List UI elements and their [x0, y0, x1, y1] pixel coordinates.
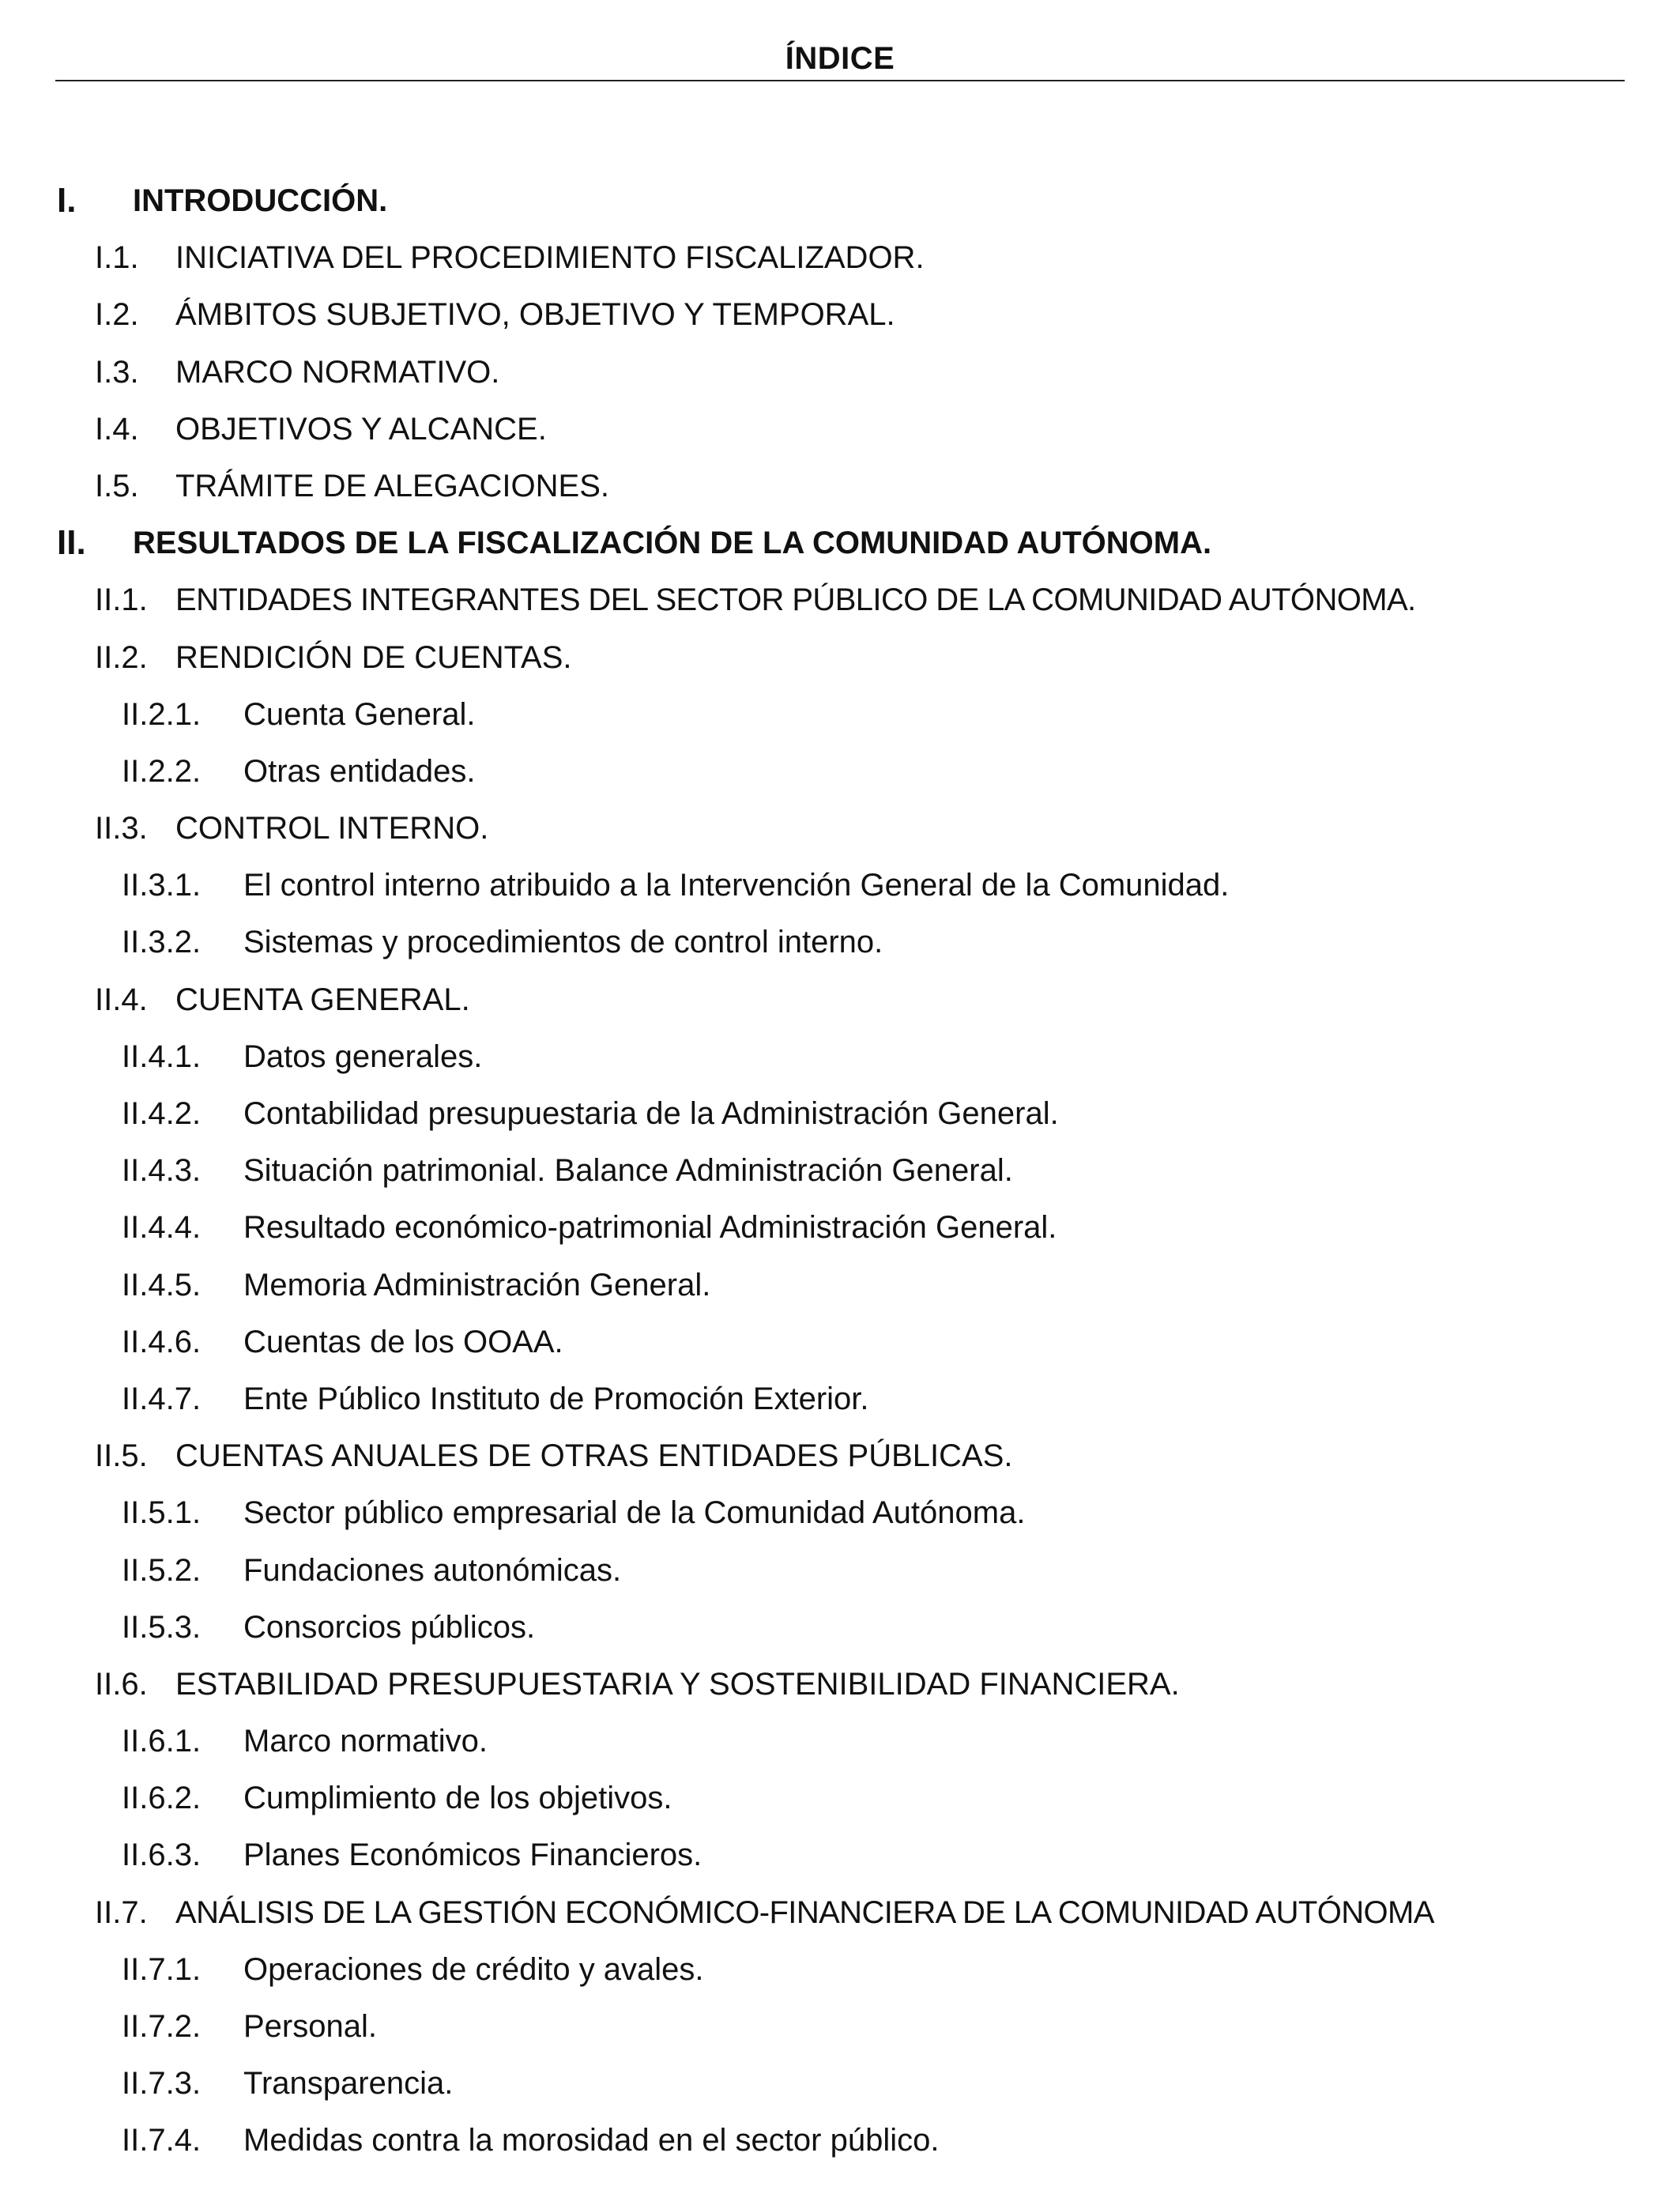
toc-entry-title: Planes Económicos Financieros. [243, 1838, 703, 1873]
toc-entry-number: II.4. [95, 982, 148, 1017]
toc-entry [0, 458, 1680, 515]
toc-entry [0, 401, 1680, 458]
toc-entry-number: II.5.2. [122, 1552, 202, 1588]
toc-entry-title: Resultado económico-patrimonial Administración General. [243, 1210, 1057, 1246]
toc-entry [0, 914, 1680, 971]
toc-entry-title: CUENTA GENERAL. [175, 982, 470, 1017]
toc-entry-title: Situación patrimonial. Balance Administración General. [243, 1153, 1013, 1189]
toc-entry [0, 1257, 1680, 1314]
toc-entry [0, 1713, 1680, 1770]
toc-entry-title: Transparencia. [243, 2066, 454, 2102]
toc-entry-title: ENTIDADES INTEGRANTES DEL SECTOR PÚBLICO DE LA COMUNIDAD AUTÓNOMA. [175, 582, 1416, 618]
toc-entry [0, 1370, 1680, 1427]
toc-entry [0, 1142, 1680, 1199]
toc-entry-number: II.3.2. [122, 925, 202, 960]
toc-entry-title: ÁMBITOS SUBJETIVO, OBJETIVO Y TEMPORAL. [175, 297, 895, 333]
toc-entry [0, 286, 1680, 343]
toc-entry-number: I.5. [95, 468, 139, 503]
toc-entry-title: INTRODUCCIÓN. [133, 183, 388, 218]
toc-entry-title: ANÁLISIS DE LA GESTIÓN ECONÓMICO-FINANCIERA DE LA COMUNIDAD AUTÓNOMA [175, 1894, 1434, 1930]
toc-entry-number: I.2. [95, 297, 139, 333]
toc-entry-number: II.5.3. [122, 1609, 202, 1645]
toc-entry-number: I. [57, 181, 77, 220]
toc-entry-title: RENDICIÓN DE CUENTAS. [175, 639, 572, 675]
toc-entry-title: Otras entidades. [243, 753, 476, 789]
toc-entry [0, 1770, 1680, 1826]
toc-entry [0, 1028, 1680, 1085]
toc-entry-number: II.6. [95, 1666, 148, 1702]
toc-entry-title: CUENTAS ANUALES DE OTRAS ENTIDADES PÚBLICAS. [175, 1438, 1013, 1474]
toc-entry-title: Memoria Administración General. [243, 1267, 711, 1302]
toc-entry-title: Marco normativo. [243, 1724, 488, 1759]
toc-entry [0, 857, 1680, 914]
toc-entry-title: Operaciones de crédito y avales. [243, 1951, 704, 1987]
toc-entry-title: INICIATIVA DEL PROCEDIMIENTO FISCALIZADOR. [175, 240, 925, 276]
toc-entry-number: II.6.3. [122, 1838, 202, 1873]
toc-entry-number: II.4.4. [122, 1210, 202, 1246]
toc-entry-title: Ente Público Instituto de Promoción Exterior. [243, 1381, 869, 1416]
toc-entry-number: II.2. [95, 639, 148, 675]
toc-entry-number: II.7.2. [122, 2009, 202, 2044]
toc-entry-number: II. [57, 523, 86, 563]
toc-entry-title: Contabilidad presupuestaria de la Administración General. [243, 1096, 1059, 1131]
toc-entry-number: II.4.1. [122, 1039, 202, 1074]
toc-entry-title: TRÁMITE DE ALEGACIONES. [175, 468, 610, 503]
toc-entry-title: Cuenta General. [243, 696, 476, 732]
toc-entry-number: II.3.1. [122, 868, 202, 903]
table-of-contents [0, 172, 1680, 2169]
toc-entry [0, 1542, 1680, 1599]
toc-entry [0, 743, 1680, 800]
toc-entry-title: Datos generales. [243, 1039, 483, 1074]
toc-entry-number: II.4.3. [122, 1153, 202, 1189]
toc-entry [0, 1656, 1680, 1713]
toc-entry [0, 2055, 1680, 2112]
toc-entry [0, 1199, 1680, 1256]
toc-entry-title: MARCO NORMATIVO. [175, 354, 500, 390]
toc-entry-title: Consorcios públicos. [243, 1609, 536, 1645]
toc-entry-number: II.5.1. [122, 1495, 202, 1531]
toc-entry-number: II.1. [95, 582, 148, 618]
toc-entry [0, 800, 1680, 857]
toc-entry-title: CONTROL INTERNO. [175, 811, 489, 846]
toc-entry-number: I.4. [95, 411, 139, 447]
toc-entry-number: II.5. [95, 1438, 148, 1474]
toc-entry-number: II.2.1. [122, 696, 202, 732]
toc-entry-number: II.4.6. [122, 1324, 202, 1359]
toc-entry-number: II.4.2. [122, 1096, 202, 1131]
toc-entry-number: I.3. [95, 354, 139, 390]
toc-entry [0, 1884, 1680, 1941]
toc-entry [0, 686, 1680, 743]
toc-entry [0, 515, 1680, 571]
toc-entry-number: II.2.2. [122, 753, 202, 789]
toc-entry [0, 971, 1680, 1028]
page-title: ÍNDICE [785, 41, 895, 76]
toc-entry [0, 1314, 1680, 1370]
toc-entry-title: Sistemas y procedimientos de control interno. [243, 925, 883, 960]
toc-entry-number: II.4.5. [122, 1267, 202, 1302]
toc-entry [0, 1826, 1680, 1883]
toc-entry-title: Cumplimiento de los objetivos. [243, 1781, 672, 1816]
toc-entry [0, 229, 1680, 286]
toc-entry-title: El control interno atribuido a la Intervención General de la Comunidad. [243, 868, 1230, 903]
toc-entry-title: Sector público empresarial de la Comunidad Autónoma. [243, 1495, 1026, 1531]
toc-entry-title: RESULTADOS DE LA FISCALIZACIÓN DE LA COMUNIDAD AUTÓNOMA. [133, 526, 1212, 561]
toc-entry-number: II.7.3. [122, 2066, 202, 2102]
toc-entry-title: Medidas contra la morosidad en el sector público. [243, 2123, 940, 2158]
toc-entry-title: Fundaciones autonómicas. [243, 1552, 622, 1588]
toc-entry-title: Personal. [243, 2009, 377, 2044]
toc-entry-title: OBJETIVOS Y ALCANCE. [175, 411, 547, 447]
toc-entry [0, 2112, 1680, 2169]
toc-entry [0, 1998, 1680, 2055]
toc-entry-title: Cuentas de los OOAA. [243, 1324, 563, 1359]
toc-entry-number: I.1. [95, 240, 139, 276]
toc-entry [0, 629, 1680, 686]
toc-entry-number: II.3. [95, 811, 148, 846]
toc-entry [0, 571, 1680, 628]
toc-entry [0, 344, 1680, 401]
toc-entry [0, 1941, 1680, 1998]
toc-entry-number: II.6.1. [122, 1724, 202, 1759]
toc-entry-number: II.7.4. [122, 2123, 202, 2158]
toc-entry-number: II.7.1. [122, 1951, 202, 1987]
toc-entry [0, 1085, 1680, 1142]
title-divider [55, 80, 1625, 81]
toc-entry-title: ESTABILIDAD PRESUPUESTARIA Y SOSTENIBILIDAD FINANCIERA. [175, 1666, 1180, 1702]
toc-entry [0, 1427, 1680, 1484]
toc-entry-number: II.6.2. [122, 1781, 202, 1816]
toc-entry [0, 1599, 1680, 1656]
toc-entry-number: II.4.7. [122, 1381, 202, 1416]
toc-entry [0, 1484, 1680, 1541]
toc-entry-number: II.7. [95, 1894, 148, 1930]
toc-entry [0, 172, 1680, 229]
